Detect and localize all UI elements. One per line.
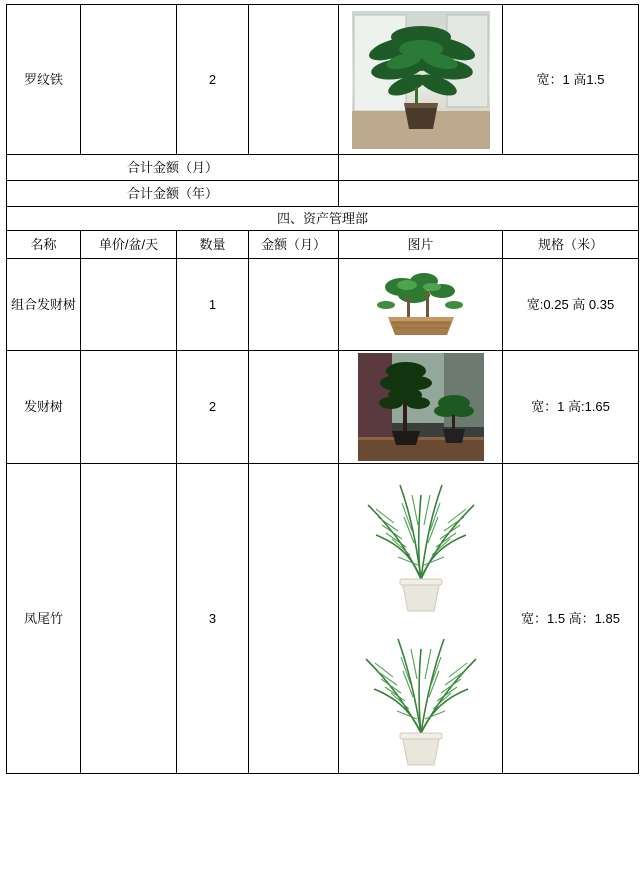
cell-name: 罗纹铁	[7, 5, 81, 155]
section-title: 四、资产管理部	[7, 207, 639, 231]
cell-image	[339, 259, 503, 351]
summary-row-month	[7, 155, 639, 181]
table-row	[7, 351, 639, 464]
column-header-name: 名称	[7, 231, 81, 259]
summary-row-year	[7, 181, 639, 207]
table-header-row	[7, 231, 639, 259]
phoenix-tail-bamboo-photo-top	[352, 469, 490, 617]
money-tree-in-room-photo	[358, 353, 484, 461]
summary-label: 合计金额（年）	[7, 181, 339, 207]
summary-label: 合计金额（月）	[7, 155, 339, 181]
palm-plant-by-window-photo	[352, 11, 490, 149]
cell-name: 组合发财树	[7, 259, 81, 351]
cell-amount	[249, 259, 339, 351]
cell-unit-price	[81, 5, 177, 155]
plant-inventory-table	[6, 4, 639, 774]
column-header-unit-price: 单价/盆/天	[81, 231, 177, 259]
cell-quantity: 2	[177, 351, 249, 464]
cell-amount	[249, 5, 339, 155]
cell-spec: 宽：1 高1.5	[503, 5, 639, 155]
summary-value	[339, 181, 639, 207]
cell-image	[339, 351, 503, 464]
column-header-quantity: 数量	[177, 231, 249, 259]
cell-image	[339, 5, 503, 155]
cell-unit-price	[81, 464, 177, 774]
table-row	[7, 464, 639, 774]
column-header-amount: 金额（月）	[249, 231, 339, 259]
column-header-image: 图片	[339, 231, 503, 259]
cell-name: 发财树	[7, 351, 81, 464]
cell-quantity: 2	[177, 5, 249, 155]
cell-quantity: 3	[177, 464, 249, 774]
section-title-row	[7, 207, 639, 231]
cell-spec: 宽:0.25 高 0.35	[503, 259, 639, 351]
phoenix-tail-bamboo-photo-pair	[342, 469, 499, 769]
cell-name: 凤尾竹	[7, 464, 81, 774]
cell-unit-price	[81, 351, 177, 464]
cell-spec: 宽：1 高:1.65	[503, 351, 639, 464]
column-header-spec: 规格（米）	[503, 231, 639, 259]
table-row	[7, 5, 639, 155]
table-row	[7, 259, 639, 351]
cell-quantity: 1	[177, 259, 249, 351]
cell-image	[339, 464, 503, 774]
cell-amount	[249, 351, 339, 464]
money-tree-combo-in-basket-photo	[362, 265, 480, 345]
cell-amount	[249, 464, 339, 774]
phoenix-tail-bamboo-photo-bottom	[352, 621, 490, 769]
cell-unit-price	[81, 259, 177, 351]
summary-value	[339, 155, 639, 181]
cell-spec: 宽：1.5 高：1.85	[503, 464, 639, 774]
